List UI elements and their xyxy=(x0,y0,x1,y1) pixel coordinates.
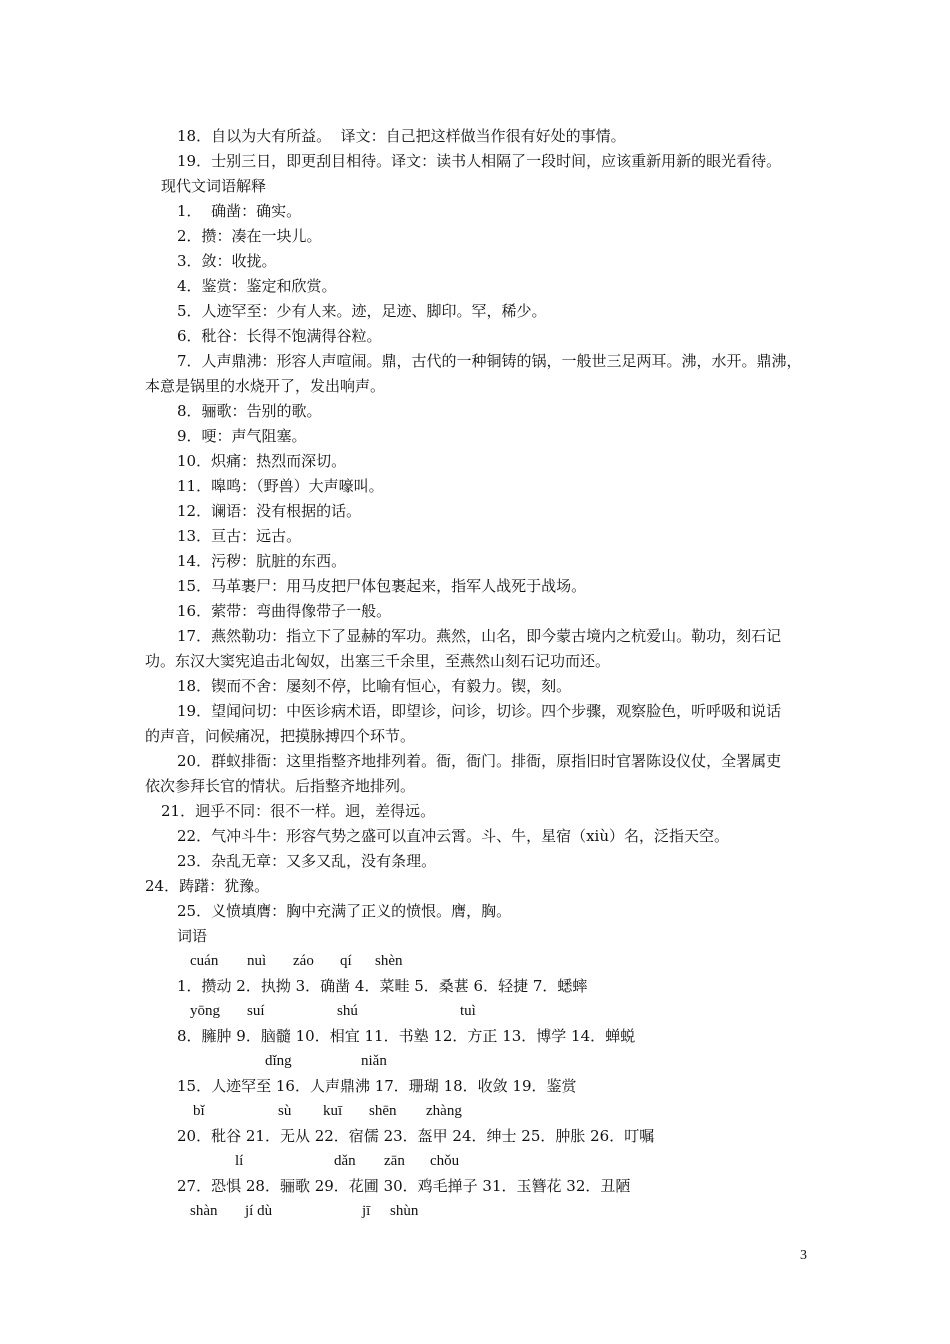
text-line: 25．义愤填膺：胸中充满了正义的愤恨。膺，胸。 xyxy=(177,902,512,920)
pinyin-annotation: nuì xyxy=(247,953,267,969)
pinyin-annotation: chǒu xyxy=(430,1153,460,1169)
text-line: 19．士别三日，即更刮目相待。译文：读书人相隔了一段时间，应该重新用新的眼光看待。 xyxy=(177,152,782,170)
text-line: 10．炽痛：热烈而深切。 xyxy=(177,452,347,470)
word-list-line: 20．秕谷 21．无从 22．宿儒 23．盔甲 24．绅士 25．肿胀 26．叮嘱 xyxy=(177,1127,655,1145)
text-line: 19．望闻问切：中医诊病术语，即望诊，问诊，切诊。四个步骤，观察脸色，听呼吸和说话 xyxy=(177,702,782,720)
text-line: 18．自以为大有所益。 译文：自己把这样做当作很有好处的事情。 xyxy=(177,127,626,145)
text-line: 20．群蚁排衙：这里指整齐地排列着。衙，衙门。排衙，原指旧时官署陈设仪仗，全署属吏 xyxy=(177,752,782,770)
pinyin-annotation: záo xyxy=(293,953,314,969)
text-line: 15．马革裹尸：用马皮把尸体包裹起来，指军人战死于战场。 xyxy=(177,577,587,595)
pinyin-annotation: jī xyxy=(362,1203,371,1219)
pinyin-annotation: niǎn xyxy=(361,1053,387,1069)
text-line: 18．锲而不舍：屡刻不停，比喻有恒心，有毅力。锲，刻。 xyxy=(177,677,572,695)
pinyin-annotation: bǐ xyxy=(193,1103,205,1119)
text-line: 24．踌躇：犹豫。 xyxy=(145,877,270,895)
text-line: 8．骊歌：告别的歌。 xyxy=(177,402,322,420)
text-line: 13．亘古：远古。 xyxy=(177,527,302,545)
text-line: 依次参拜长官的情状。后指整齐地排列。 xyxy=(145,777,416,795)
text-line: 1． 确凿：确实。 xyxy=(177,202,302,220)
text-line: 12．谰语：没有根据的话。 xyxy=(177,502,362,520)
text-line: 2．攒：凑在一块儿。 xyxy=(177,227,322,245)
text-line: 功。东汉大窦宪追击北匈奴，出塞三千余里，至燕然山刻石记功而还。 xyxy=(145,652,611,670)
text-line: 16．萦带：弯曲得像带子一般。 xyxy=(177,602,392,620)
text-line: 3．敛：收拢。 xyxy=(177,252,277,270)
word-list-line: 15．人迹罕至 16．人声鼎沸 17．珊瑚 18．收敛 19．鉴赏 xyxy=(177,1077,577,1095)
pinyin-annotation: zān xyxy=(384,1153,405,1169)
text-line: 4．鉴赏：鉴定和欣赏。 xyxy=(177,277,337,295)
pinyin-annotation: suí xyxy=(247,1003,265,1019)
pinyin-annotation: zhàng xyxy=(426,1103,462,1119)
page-number: 3 xyxy=(800,1248,807,1263)
text-line: 21．迥乎不同：很不一样。迥，差得远。 xyxy=(161,802,436,820)
pinyin-annotation: tuì xyxy=(460,1003,476,1019)
pinyin-annotation: shēn xyxy=(369,1103,397,1119)
pinyin-annotation: yōng xyxy=(190,1003,220,1019)
pinyin-annotation: shèn xyxy=(375,953,403,969)
word-list-line: 1．攒动 2．执拗 3．确凿 4．菜畦 5．桑葚 6．轻捷 7．蟋蟀 xyxy=(177,977,588,995)
word-list-line: 8．臃肿 9．脑髓 10．相宜 11．书塾 12．方正 13．博学 14．蝉蜕 xyxy=(177,1027,636,1045)
text-line: 14．污秽：肮脏的东西。 xyxy=(177,552,347,570)
text-line: 的声音，问候痛况，把摸脉搏四个环节。 xyxy=(145,727,416,745)
pinyin-annotation: qí xyxy=(340,953,352,969)
pinyin-annotation: dǐng xyxy=(265,1053,292,1069)
text-line: 22．气冲斗牛：形容气势之盛可以直冲云霄。斗、牛，星宿（xiù）名，泛指天空。 xyxy=(177,827,730,845)
text-line: 6．秕谷：长得不饱满得谷粒。 xyxy=(177,327,382,345)
pinyin-annotation: cuán xyxy=(190,953,219,969)
section-heading: 词语 xyxy=(177,927,208,945)
pinyin-annotation: lí xyxy=(235,1153,244,1169)
pinyin-annotation: jí dù xyxy=(245,1203,273,1219)
text-line: 9．哽：声气阻塞。 xyxy=(177,427,307,445)
pinyin-annotation: shùn xyxy=(390,1203,419,1219)
word-list-line: 27．恐惧 28．骊歌 29．花圃 30．鸡毛掸子 31．玉簪花 32．丑陋 xyxy=(177,1177,631,1195)
text-line: 11．嗥鸣：（野兽）大声嚎叫。 xyxy=(177,477,384,495)
pinyin-annotation: kuī xyxy=(323,1103,343,1119)
pinyin-annotation: sù xyxy=(278,1103,292,1119)
text-line: 17．燕然勒功：指立下了显赫的军功。燕然，山名，即今蒙古境内之杭爱山。勒功，刻石记 xyxy=(177,627,782,645)
section-heading: 现代文词语解释 xyxy=(161,177,267,195)
text-line: 23．杂乱无章：又多又乱，没有条理。 xyxy=(177,852,437,870)
text-line: 本意是锅里的水烧开了，发出响声。 xyxy=(145,377,386,395)
pinyin-annotation: shàn xyxy=(190,1203,218,1219)
text-line: 5．人迹罕至：少有人来。迹，足迹、脚印。罕，稀少。 xyxy=(177,302,547,320)
pinyin-annotation: dǎn xyxy=(334,1153,356,1169)
pinyin-annotation: shú xyxy=(337,1003,358,1019)
text-line: 7．人声鼎沸：形容人声喧闹。鼎，古代的一种铜铸的锅，一般世三足两耳。沸，水开。鼎沸， xyxy=(177,352,802,370)
